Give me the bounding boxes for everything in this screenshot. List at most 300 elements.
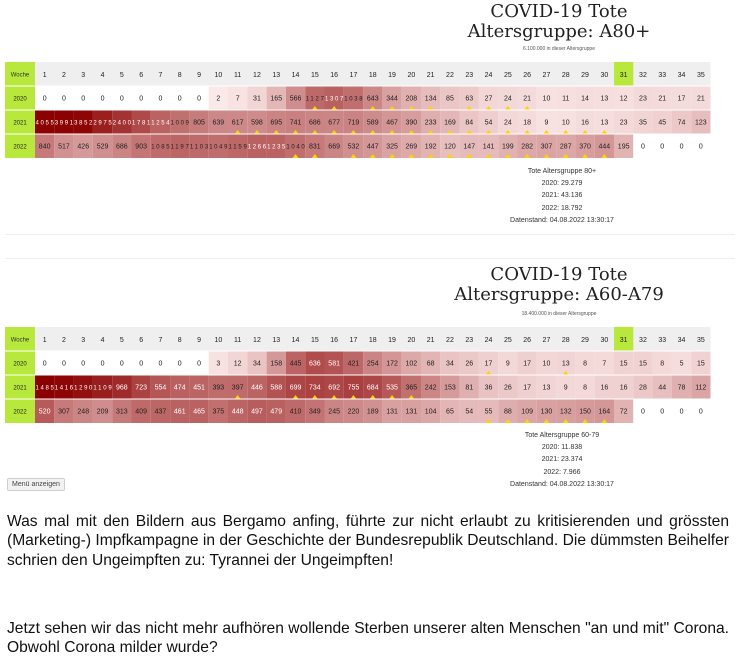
week-header-18: 18 — [368, 337, 377, 344]
heat-cell-value: 1485 — [35, 385, 54, 392]
week-header-30: 30 — [600, 72, 609, 79]
heat-cell-value: 3991 — [54, 120, 74, 127]
heat-cell-value: 16 — [581, 119, 589, 127]
week-header-18: 18 — [368, 72, 377, 79]
week-header-27: 27 — [542, 72, 551, 79]
heat-cell-value: 636 — [309, 360, 321, 368]
show-menu-button[interactable]: Menü anzeigen — [7, 478, 65, 491]
week-header-20: 20 — [407, 72, 416, 79]
heat-cell-value: 1235 — [267, 144, 286, 151]
week-header-7: 7 — [158, 337, 163, 344]
heat-cell-value: 10 — [542, 95, 551, 103]
heat-cell-value: 8 — [660, 360, 665, 368]
week-header-15: 15 — [310, 337, 319, 344]
heat-cell-value: 141 — [482, 143, 495, 151]
heat-cell-value: 72 — [619, 408, 628, 416]
week-header-5: 5 — [119, 337, 124, 344]
heat-cell-value: 65 — [446, 408, 454, 416]
week-header-24: 24 — [484, 337, 493, 344]
heat-cell-value: 28 — [639, 384, 647, 392]
heat-cell-value: 520 — [38, 408, 51, 416]
heat-cell-value: 88 — [503, 408, 512, 416]
heat-cell-value: 390 — [405, 119, 418, 127]
heat-cell-value: 0 — [61, 360, 66, 368]
chart-title-line1: COVID-19 Tote — [490, 264, 628, 285]
week-header-17: 17 — [349, 337, 358, 344]
heat-cell-value: 529 — [96, 143, 109, 151]
heat-cell-value: 686 — [116, 143, 128, 151]
week-header-35: 35 — [696, 72, 705, 79]
heat-cell-value: 566 — [289, 95, 302, 103]
heat-cell-value: 78 — [677, 384, 686, 392]
heat-cell-value: 0 — [640, 408, 645, 416]
chart-subtitle: 6.100.000 in dieser Altersgruppe — [523, 46, 595, 52]
heat-cell-value: 0 — [42, 95, 47, 103]
week-header-17: 17 — [349, 72, 358, 79]
week-header-8: 8 — [177, 72, 182, 79]
week-header-12: 12 — [253, 337, 261, 344]
heat-cell-value: 23 — [619, 119, 628, 127]
heat-cell-value: 444 — [598, 143, 611, 151]
heat-cell-value: 7 — [235, 95, 240, 103]
week-header-20: 20 — [407, 337, 416, 344]
heat-cell-value: 375 — [212, 408, 225, 416]
heat-cell-value: 0 — [139, 360, 144, 368]
row-label-2021: 2021 — [13, 120, 27, 127]
heat-cell-value: 13 — [542, 384, 551, 392]
heat-cell-value: 16 — [619, 384, 628, 392]
heat-cell-value: 669 — [328, 143, 340, 151]
heat-cell-value: 397 — [231, 384, 244, 392]
heat-cell-value: 1266 — [247, 144, 267, 151]
week-header-5: 5 — [119, 72, 124, 79]
heat-cell-value: 0 — [660, 408, 665, 416]
heat-cell-value: 68 — [426, 360, 435, 368]
heat-cell-value: 36 — [484, 384, 493, 392]
heat-cell-value: 0 — [158, 95, 163, 103]
week-header-13: 13 — [272, 72, 281, 79]
week-header-35: 35 — [696, 337, 705, 344]
heat-cell-value: 104 — [424, 408, 437, 416]
heat-cell-value: 112 — [695, 384, 707, 392]
heat-cell-value: 1416 — [54, 385, 74, 392]
heat-cell-value: 8 — [583, 360, 588, 368]
heat-cell-value: 474 — [173, 384, 186, 392]
week-header-6: 6 — [139, 72, 144, 79]
heat-cell-value: 451 — [193, 384, 205, 392]
week-header-16: 16 — [330, 72, 339, 79]
heat-cell-value: 461 — [173, 408, 186, 416]
week-header-23: 23 — [465, 72, 474, 79]
heat-cell-value: 150 — [579, 408, 591, 416]
heat-cell-value: 1103 — [189, 144, 209, 151]
heat-cell-value: 840 — [38, 143, 51, 151]
week-header-14: 14 — [291, 72, 300, 79]
heat-cell-value: 63 — [465, 95, 474, 103]
heat-cell-value: 581 — [328, 360, 340, 368]
timestamp: Datenstand: 04.08.2022 13:30:17 — [510, 480, 614, 488]
heat-cell-value: 1009 — [170, 120, 189, 127]
heat-cell-value: 55 — [484, 408, 493, 416]
heat-cell-value: 12 — [233, 360, 242, 368]
heat-cell-value: 21 — [696, 95, 705, 103]
week-header-8: 8 — [177, 337, 182, 344]
row-label-2021: 2021 — [13, 385, 27, 392]
heat-cell-value: 0 — [42, 360, 47, 368]
heat-cell-value: 220 — [347, 408, 360, 416]
week-header-15: 15 — [310, 72, 319, 79]
heat-cell-value: 109 — [521, 408, 533, 416]
heat-cell-value: 589 — [366, 119, 379, 127]
week-header-33: 33 — [658, 337, 667, 344]
total-2020: 2020: 29.279 — [541, 180, 583, 188]
week-header-1: 1 — [42, 72, 47, 79]
heat-cell-value: 34 — [253, 360, 261, 368]
week-header-30: 30 — [600, 337, 609, 344]
heat-cell-value: 84 — [465, 119, 474, 127]
week-header-23: 23 — [465, 337, 474, 344]
heat-cell-value: 677 — [328, 119, 340, 127]
heat-cell-value: 0 — [679, 408, 684, 416]
week-header-16: 16 — [330, 337, 339, 344]
post-paragraph-1: Was mal mit den Bildern aus Bergamo anfing, führte zur nicht erlaubt zu kritisierenden und grössten (Marketing-) Impfkampagne in der Geschichte der Bundesrepublik Deutschland. Die dümmsten Beihelfer schrien den Ungeimpften zu: Tyrannei der Ungeimpften! — [7, 513, 729, 569]
week-header-4: 4 — [100, 337, 105, 344]
heat-cell-value: 14 — [581, 95, 589, 103]
heat-cell-value: 209 — [96, 408, 109, 416]
heat-cell-value: 1127 — [305, 96, 324, 103]
heat-cell-value: 15 — [639, 360, 647, 368]
heat-cell-value: 17 — [523, 360, 532, 368]
heat-cell-value: 0 — [177, 95, 182, 103]
heat-cell-value: 1290 — [74, 385, 93, 392]
chart-title-line2: Altersgruppe: A80+ — [467, 21, 651, 42]
heat-cell-value: 699 — [289, 384, 302, 392]
week-header-10: 10 — [214, 337, 223, 344]
heat-cell-value: 903 — [135, 143, 147, 151]
heat-cell-value: 130 — [540, 408, 553, 416]
heat-cell-value: 0 — [100, 95, 105, 103]
week-header-25: 25 — [503, 72, 512, 79]
total-2021: 2021: 23.374 — [541, 456, 583, 464]
heat-cell-value: 421 — [347, 360, 360, 368]
heat-cell-value: 349 — [309, 408, 321, 416]
week-header-19: 19 — [388, 337, 396, 344]
heat-cell-value: 1159 — [228, 144, 247, 151]
heat-cell-value: 741 — [289, 119, 302, 127]
heat-cell-value: 35 — [639, 119, 647, 127]
heat-cell-value: 0 — [119, 360, 124, 368]
heat-cell-value: 254 — [366, 360, 379, 368]
heat-cell-value: 34 — [446, 360, 454, 368]
heat-cell-value: 1307 — [325, 96, 344, 103]
week-header-31: 31 — [619, 72, 628, 79]
heat-cell-value: 158 — [270, 360, 283, 368]
heat-cell-value: 554 — [154, 384, 167, 392]
heat-cell-value: 169 — [444, 119, 456, 127]
week-header-2: 2 — [61, 337, 66, 344]
heat-cell-value: 409 — [135, 408, 147, 416]
heat-cell-value: 1109 — [93, 385, 112, 392]
week-header-26: 26 — [523, 337, 532, 344]
heat-cell-value: 0 — [197, 95, 202, 103]
heat-cell-value: 153 — [444, 384, 456, 392]
total-2022: 2022: 18.792 — [541, 204, 583, 212]
week-header-4: 4 — [100, 72, 105, 79]
heat-cell-value: 719 — [347, 119, 360, 127]
heat-cell-value: 365 — [405, 384, 418, 392]
week-header-27: 27 — [542, 337, 551, 344]
heat-cell-value: 287 — [559, 143, 572, 151]
week-header-31: 31 — [619, 337, 628, 344]
week-header-22: 22 — [446, 72, 454, 79]
heat-cell-value: 164 — [598, 408, 611, 416]
heat-cell-value: 968 — [116, 384, 128, 392]
week-header-13: 13 — [272, 337, 281, 344]
heat-cell-value: 44 — [658, 384, 667, 392]
heat-cell-value: 3852 — [74, 120, 93, 127]
heat-cell-value: 1049 — [209, 144, 228, 151]
week-header-19: 19 — [388, 72, 396, 79]
heat-cell-value: 26 — [465, 360, 474, 368]
heat-cell-value: 0 — [698, 408, 703, 416]
heat-cell-value: 1254 — [151, 120, 170, 127]
week-header-29: 29 — [581, 337, 589, 344]
week-header-29: 29 — [581, 72, 589, 79]
heat-cell-value: 269 — [405, 143, 418, 151]
heat-cell-value: 4055 — [35, 120, 54, 127]
heat-cell-value: 532 — [347, 143, 360, 151]
heat-cell-value: 1085 — [151, 144, 170, 151]
heat-cell-value: 242 — [424, 384, 437, 392]
heat-cell-value: 12 — [619, 95, 628, 103]
heat-cell-value: 9 — [505, 360, 510, 368]
heat-cell-value: 9 — [563, 384, 568, 392]
week-header-1: 1 — [42, 337, 47, 344]
week-header-34: 34 — [677, 337, 686, 344]
heat-cell-value: 723 — [135, 384, 147, 392]
heat-cell-value: 3 — [216, 360, 221, 368]
heat-cell-value: 465 — [193, 408, 205, 416]
heat-cell-value: 445 — [289, 360, 302, 368]
heat-cell-value: 132 — [559, 408, 572, 416]
heat-cell-value: 245 — [328, 408, 340, 416]
row-label-2020: 2020 — [13, 361, 27, 368]
heat-cell-value: 0 — [81, 95, 86, 103]
week-header-9: 9 — [197, 337, 202, 344]
heat-cell-value: 165 — [270, 95, 283, 103]
week-header-22: 22 — [446, 337, 454, 344]
heat-cell-value: 10 — [542, 360, 551, 368]
chart-title-line2: Altersgruppe: A60-A79 — [454, 284, 664, 305]
heat-cell-value: 15 — [696, 360, 705, 368]
heat-cell-value: 0 — [139, 95, 144, 103]
week-header-6: 6 — [139, 337, 144, 344]
heat-cell-value: 9 — [544, 119, 549, 127]
totals-block — [467, 166, 657, 227]
heat-cell-value: 437 — [154, 408, 167, 416]
heat-cell-value: 172 — [386, 360, 398, 368]
week-header-14: 14 — [291, 337, 300, 344]
heat-cell-value: 695 — [270, 119, 283, 127]
heat-cell-value: 147 — [463, 143, 476, 151]
heat-cell-value: 17 — [677, 95, 686, 103]
heat-cell-value: 446 — [251, 384, 263, 392]
totals-block — [467, 430, 657, 491]
heat-cell-value: 0 — [660, 143, 665, 151]
heat-cell-value: 26 — [503, 384, 512, 392]
heat-cell-value: 208 — [405, 95, 418, 103]
heat-cell-value: 120 — [444, 143, 456, 151]
heat-cell-value: 17 — [484, 360, 493, 368]
week-header-11: 11 — [234, 337, 242, 344]
row-label-2022: 2022 — [13, 409, 27, 416]
week-header-label: Woche — [10, 337, 30, 344]
post-paragraph-2: Jetzt sehen wir das nicht mehr aufhören wollende Sterben unserer alten Menschen "an und mit" Corona. Obwohl Corona milder wurde? — [7, 620, 729, 657]
week-header-21: 21 — [426, 72, 435, 79]
heat-cell-value: 467 — [386, 119, 398, 127]
timestamp: Datenstand: 04.08.2022 13:30:17 — [510, 216, 614, 224]
heat-cell-value: 325 — [386, 143, 398, 151]
week-header-21: 21 — [426, 337, 435, 344]
heat-cell-value: 10 — [561, 119, 570, 127]
heat-cell-value: 684 — [366, 384, 379, 392]
week-header-28: 28 — [561, 337, 570, 344]
heat-cell-value: 831 — [309, 143, 321, 151]
heatmap-a60-a79 — [5, 327, 736, 427]
chart-title-line1: COVID-19 Tote — [490, 1, 628, 22]
week-header-24: 24 — [484, 72, 493, 79]
heat-cell-value: 479 — [270, 408, 283, 416]
chart-title — [459, 2, 659, 42]
heat-cell-value: 131 — [386, 408, 398, 416]
heat-cell-value: 0 — [119, 95, 124, 103]
week-header-26: 26 — [523, 72, 532, 79]
heat-cell-value: 0 — [197, 360, 202, 368]
totals-label: Tote Altersgruppe 80+ — [527, 168, 597, 175]
totals-label: Tote Altersgruppe 60-79 — [524, 432, 600, 439]
heat-cell-value: 410 — [289, 408, 302, 416]
heat-cell-value: 7 — [602, 360, 607, 368]
row-label-2020: 2020 — [13, 96, 27, 103]
heat-cell-value: 370 — [579, 143, 591, 151]
heat-cell-value: 0 — [100, 360, 105, 368]
heat-cell-value: 448 — [231, 408, 244, 416]
week-header-34: 34 — [677, 72, 686, 79]
heat-cell-value: 15 — [619, 360, 628, 368]
heat-cell-value: 134 — [424, 95, 437, 103]
total-2020: 2020: 11.838 — [541, 444, 583, 452]
heat-cell-value: 13 — [561, 360, 570, 368]
week-header-2: 2 — [61, 72, 66, 79]
week-header-3: 3 — [81, 72, 86, 79]
heat-cell-value: 393 — [212, 384, 225, 392]
heat-cell-value: 27 — [484, 95, 493, 103]
heat-cell-value: 447 — [366, 143, 379, 151]
heat-cell-value: 426 — [77, 143, 90, 151]
heat-cell-value: 755 — [347, 384, 360, 392]
heat-cell-value: 0 — [640, 143, 645, 151]
heat-cell-value: 805 — [193, 119, 205, 127]
heat-cell-value: 734 — [309, 384, 321, 392]
heat-cell-value: 192 — [424, 143, 437, 151]
divider — [5, 234, 735, 235]
heat-cell-value: 74 — [677, 119, 686, 127]
heat-cell-value: 497 — [251, 408, 263, 416]
week-header-7: 7 — [158, 72, 163, 79]
heat-cell-value: 1781 — [132, 120, 151, 127]
heat-cell-value: 24 — [503, 95, 512, 103]
heat-cell-value: 0 — [177, 360, 182, 368]
heat-cell-value: 0 — [81, 360, 86, 368]
heat-cell-value: 517 — [58, 143, 70, 151]
week-header-33: 33 — [658, 72, 667, 79]
heat-cell-value: 2 — [216, 95, 221, 103]
heatmap-a80 — [5, 62, 736, 162]
heat-cell-value: 8 — [583, 384, 588, 392]
heat-cell-value: 639 — [212, 119, 225, 127]
heat-cell-value: 199 — [502, 143, 514, 151]
heat-cell-value: 123 — [695, 119, 707, 127]
heat-cell-value: 81 — [465, 384, 474, 392]
heat-cell-value: 131 — [405, 408, 418, 416]
heat-cell-value: 2975 — [93, 120, 112, 127]
heat-cell-value: 643 — [366, 95, 379, 103]
week-header-32: 32 — [639, 72, 647, 79]
heat-cell-value: 23 — [639, 95, 647, 103]
heat-cell-value: 18 — [523, 119, 532, 127]
heat-cell-value: 617 — [231, 119, 244, 127]
heat-cell-value: 189 — [366, 408, 379, 416]
week-header-3: 3 — [81, 337, 86, 344]
chart-title — [449, 265, 669, 305]
heat-cell-value: 195 — [617, 143, 630, 151]
heat-cell-value: 686 — [309, 119, 321, 127]
heat-cell-value: 0 — [698, 143, 703, 151]
heat-cell-value: 17 — [523, 384, 532, 392]
heat-cell-value: 16 — [600, 384, 609, 392]
heat-cell-value: 54 — [484, 119, 493, 127]
week-header-32: 32 — [639, 337, 647, 344]
heat-cell-value: 248 — [77, 408, 90, 416]
heat-cell-value: 13 — [600, 119, 609, 127]
divider — [5, 258, 735, 259]
heat-cell-value: 535 — [386, 384, 398, 392]
heat-cell-value: 588 — [270, 384, 283, 392]
week-header-9: 9 — [197, 72, 202, 79]
heat-cell-value: 307 — [540, 143, 553, 151]
week-header-10: 10 — [214, 72, 223, 79]
heat-cell-value: 21 — [658, 95, 667, 103]
total-2022: 2022: 7.966 — [543, 468, 581, 476]
heat-cell-value: 1038 — [344, 96, 363, 103]
heat-cell-value: 233 — [424, 119, 437, 127]
week-header-25: 25 — [503, 337, 512, 344]
week-header-12: 12 — [253, 72, 261, 79]
heat-cell-value: 0 — [158, 360, 163, 368]
heat-cell-value: 54 — [465, 408, 474, 416]
heat-cell-value: 692 — [328, 384, 340, 392]
heat-cell-value: 21 — [523, 95, 532, 103]
heat-cell-value: 0 — [679, 143, 684, 151]
row-label-2022: 2022 — [13, 144, 27, 151]
heat-cell-value: 313 — [116, 408, 128, 416]
heat-cell-value: 102 — [405, 360, 418, 368]
week-header-28: 28 — [561, 72, 570, 79]
heat-cell-value: 307 — [58, 408, 70, 416]
heat-cell-value: 85 — [446, 95, 454, 103]
heat-cell-value: 11 — [562, 95, 570, 103]
heat-cell-value: 282 — [521, 143, 533, 151]
